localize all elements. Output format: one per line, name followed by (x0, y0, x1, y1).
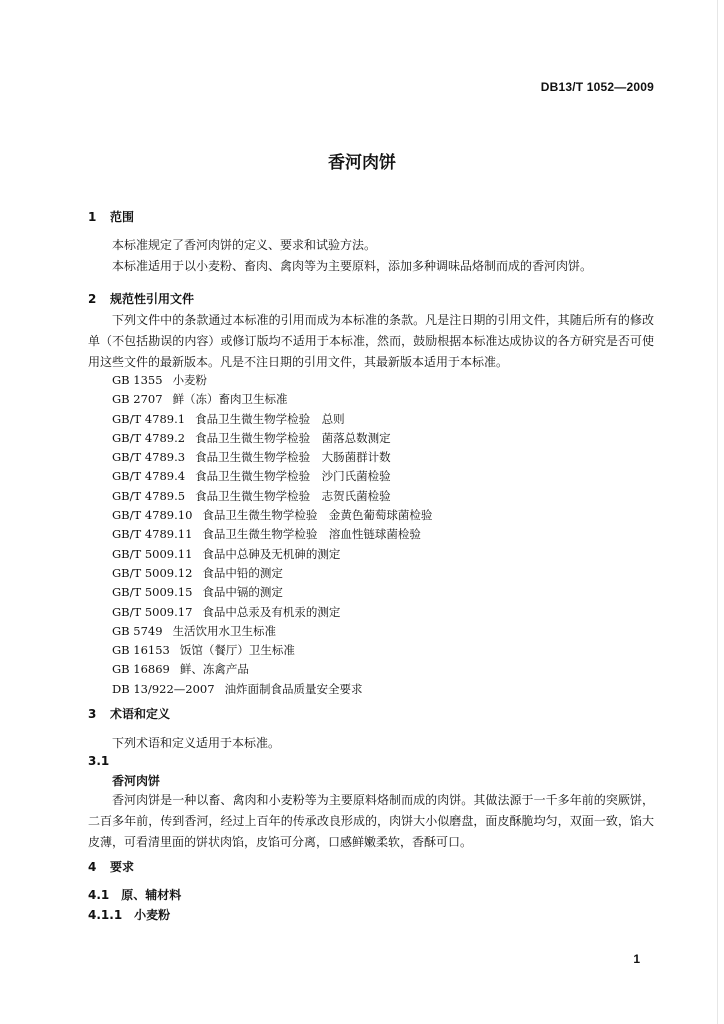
document-number: DB13/T 1052—2009 (540, 80, 654, 94)
term-heading: 香河肉饼 (112, 774, 161, 788)
section-title: 规范性引用文件 (110, 292, 195, 306)
reference-item: GB/T 4789.11 食品卫生微生物学检验 溶血性链球菌检验 (112, 527, 421, 542)
reference-item: GB 5749 生活饮用水卫生标准 (112, 623, 277, 638)
section-1-paragraph-2: 本标准适用于以小麦粉、畜肉、禽肉等为主要原料，添加多种调味品烙制而成的香河肉饼。 (112, 259, 593, 273)
reference-item: GB/T 4789.1 食品卫生微生物学检验 总则 (112, 411, 345, 426)
subsection-4-1-1: 4.1.1 小麦粉 (88, 908, 171, 922)
section-2-intro: 下列文件中的条款通过本标准的引用而成为本标准的条款。凡是注日期的引用文件，其随后所有的修改单（不包括勘误的内容）或修订版均不适用于本标准，然而，鼓励根据本标准达成协议的各方研究是否可使用这些文件的最新版本。凡是不注日期的引用文件，其最新版本适用于本标准。 (88, 313, 654, 369)
section-2-heading (88, 290, 194, 307)
section-number: 3 (88, 707, 97, 721)
section-title: 要求 (110, 860, 135, 874)
reference-item: GB/T 4789.3 食品卫生微生物学检验 大肠菌群计数 (112, 450, 391, 465)
section-4-heading (88, 858, 134, 875)
section-3-intro: 下列术语和定义适用于本标准。 (112, 736, 281, 750)
normative-references-list (112, 371, 432, 699)
reference-item: GB/T 5009.17 食品中总汞及有机汞的测定 (112, 604, 341, 619)
section-1-heading (88, 208, 134, 225)
section-1-paragraph-1: 本标准规定了香河肉饼的定义、要求和试验方法。 (112, 238, 377, 252)
subsection-4-1: 4.1 原、辅材料 (88, 888, 182, 902)
section-title: 范围 (110, 210, 135, 224)
reference-item: DB 13/922—2007 油炸面制食品质量安全要求 (112, 681, 363, 696)
reference-item: GB/T 4789.5 食品卫生微生物学检验 志贺氏菌检验 (112, 488, 391, 503)
reference-item: GB/T 5009.12 食品中铅的测定 (112, 565, 283, 580)
section-number: 4 (88, 860, 97, 874)
reference-item: GB/T 5009.11 食品中总砷及无机砷的测定 (112, 546, 341, 561)
page-number: 1 (633, 952, 640, 966)
subsection-3-1-number: 3.1 (88, 754, 110, 768)
section-title: 术语和定义 (110, 707, 171, 721)
reference-item: GB 1355 小麦粉 (112, 373, 208, 387)
reference-item: GB/T 4789.10 食品卫生微生物学检验 金黄色葡萄球菌检验 (112, 508, 433, 523)
reference-item: GB/T 4789.4 食品卫生微生物学检验 沙门氏菌检验 (112, 469, 391, 484)
section-number: 1 (88, 210, 97, 224)
term-definition: 香河肉饼是一种以畜、禽肉和小麦粉等为主要原料烙制而成的肉饼。其做法源于一千多年前的突厥饼，二百多年前，传到香河，经过上百年的传承改良形成的，肉饼大小似磨盘，面皮酥脆均匀，双面一致，馅大皮薄，可看清里面的饼状肉馅，皮馅可分离，口感鲜嫩柔软，香酥可口。 (88, 793, 654, 849)
section-3-heading (88, 705, 170, 722)
section-number: 2 (88, 292, 97, 306)
reference-item: GB 16869 鲜、冻禽产品 (112, 662, 249, 677)
reference-item: GB/T 4789.2 食品卫生微生物学检验 菌落总数测定 (112, 430, 391, 445)
reference-item: GB/T 5009.15 食品中镉的测定 (112, 585, 283, 600)
reference-item: GB 2707 鲜（冻）畜肉卫生标准 (112, 392, 288, 407)
reference-item: GB 16153 饭馆（餐厅）卫生标准 (112, 643, 295, 658)
document-title: 香河肉饼 (328, 153, 396, 173)
